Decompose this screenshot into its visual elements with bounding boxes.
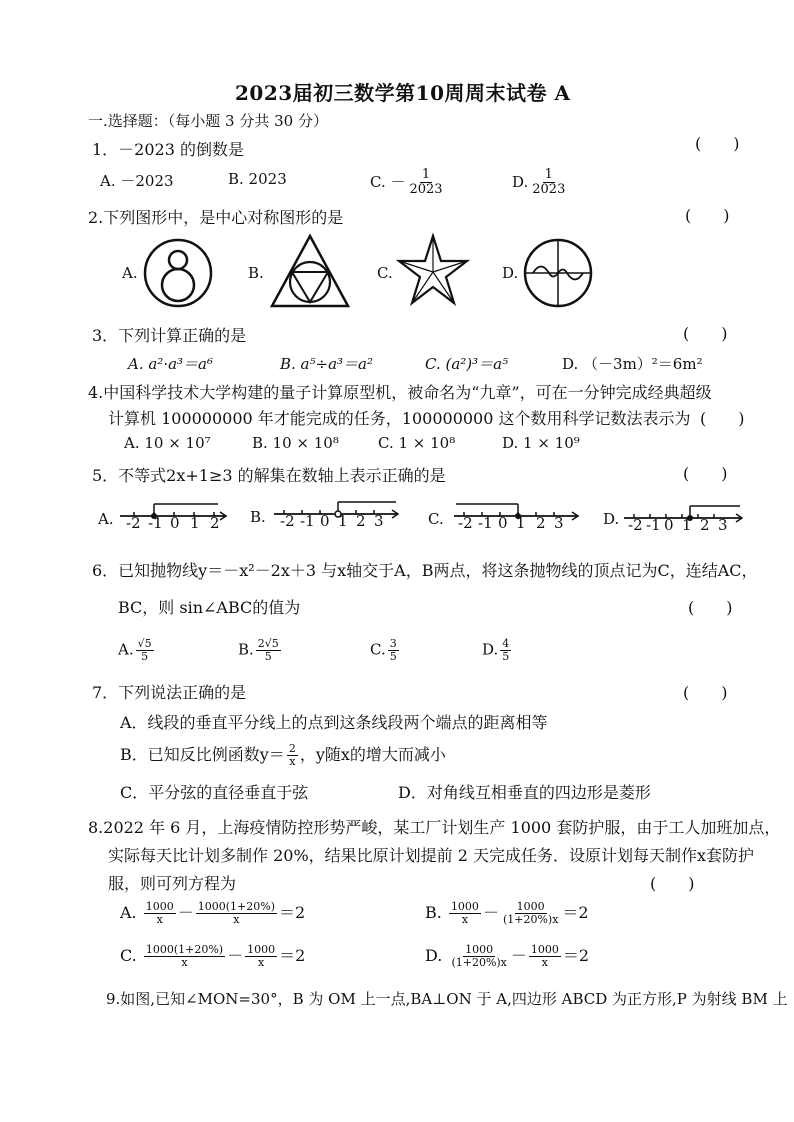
q6-c-den: 5 — [389, 650, 397, 664]
q3-option-b: B. a⁵÷a³＝a² — [280, 355, 373, 373]
q5-label-a: A. — [98, 510, 114, 528]
q8-b-frac2 — [501, 901, 560, 926]
q8-c-f1-num: 1000(1+20%) — [145, 942, 224, 956]
q8-b-f2-den: (1+20%)x — [502, 913, 559, 926]
q7-option-a: A．线段的垂直平分线上的点到这条线段两个端点的距离相等 — [120, 713, 548, 732]
q7-stem: 7．下列说法正确的是 — [92, 683, 247, 702]
q6-c-label: C. — [370, 640, 386, 659]
q8-c-f2-den: x — [258, 956, 265, 969]
q8-a-minus: － — [177, 903, 194, 922]
q1-option-a: A. －2023 — [100, 172, 174, 190]
q5-c-tick: 2 — [536, 514, 546, 532]
q1-d-den: 2023 — [532, 182, 566, 198]
q8-c-f2-num: 1000 — [247, 942, 276, 956]
q6-d-num: 4 — [502, 637, 510, 650]
q6-b-fraction — [256, 638, 281, 663]
q5-b-tick: 3 — [374, 512, 384, 530]
q5-d-tick: -2 — [628, 516, 643, 534]
q5-label-d: D. — [603, 510, 620, 528]
q6-a-label: A. — [118, 640, 134, 659]
q6-a-fraction — [136, 638, 154, 663]
q2-answer-paren: ( ) — [685, 206, 730, 225]
q8-option-a — [120, 900, 305, 926]
q2-label-a: A. — [122, 264, 138, 282]
q7-option-b — [120, 742, 446, 768]
q1-option-c-fraction — [407, 168, 444, 198]
q5-c-tick: 1 — [516, 514, 526, 532]
q8-d-minus: － — [510, 946, 527, 965]
q8-a-f2-den: x — [233, 913, 240, 926]
q8-option-b — [425, 900, 589, 926]
q8-c-eq: ＝2 — [279, 946, 306, 965]
q8-d-f1-den: (1+20%)x — [451, 956, 507, 969]
q8-option-c — [120, 943, 305, 969]
q5-b-tick: 1 — [338, 512, 348, 530]
q4-option-d: D. 1 × 10⁹ — [502, 434, 580, 452]
q8-answer-paren: ( ) — [650, 874, 695, 893]
q2-label-d: D. — [502, 264, 519, 282]
q8-c-frac1 — [144, 944, 225, 969]
q6-a-num: √5 — [137, 637, 152, 650]
q8-c-minus: － — [227, 946, 244, 965]
q5-b-tick: -2 — [280, 512, 295, 530]
q8-a-f1-den: x — [156, 913, 163, 926]
q4-option-b: B. 10 × 10⁸ — [252, 434, 339, 452]
q5-answer-paren: ( ) — [683, 464, 728, 483]
q2-figure-b — [270, 234, 350, 308]
q2-figure-c — [398, 234, 468, 306]
q8-a-f1-num: 1000 — [145, 899, 174, 913]
q7-b-fraction — [287, 743, 298, 768]
q6-c-num: 3 — [389, 637, 397, 650]
q6-b-den: 5 — [264, 650, 272, 664]
q5-stem: 5．不等式2x+1≥3 的解集在数轴上表示正确的是 — [92, 466, 446, 485]
q2-figure-d — [523, 238, 593, 308]
q8-a-eq: ＝2 — [279, 903, 306, 922]
q1-option-b: B. 2023 — [228, 170, 287, 188]
q6-line2: BC，则 sin∠ABC的值为 — [118, 598, 301, 617]
q8-b-f2-num: 1000 — [516, 899, 545, 913]
q3-option-a: A. a²·a³＝a⁶ — [128, 355, 214, 373]
q8-d-frac2 — [529, 944, 561, 969]
q8-b-label: B. — [425, 903, 442, 922]
q7-b-pre: B．已知反比例函数y＝ — [120, 745, 285, 764]
q2-label-c: C. — [377, 264, 393, 282]
q8-d-frac1 — [449, 944, 508, 969]
q1-option-d-label: D. — [512, 172, 529, 191]
q1-option-c-label: C. － — [370, 172, 406, 191]
q8-a-f2-num: 1000(1+20%) — [197, 899, 275, 913]
q1-c-den: 2023 — [409, 182, 443, 198]
q6-d-label: D. — [482, 640, 499, 659]
q6-b-label: B. — [238, 640, 254, 659]
q3-answer-paren: ( ) — [683, 324, 728, 343]
q4-option-a: A. 10 × 10⁷ — [124, 434, 211, 452]
q1-option-c — [370, 168, 447, 198]
q5-b-tick: 2 — [356, 512, 366, 530]
q5-c-tick: -1 — [478, 514, 493, 532]
section-heading: 一.选择题：（每小题 3 分共 30 分） — [88, 112, 328, 130]
q6-d-fraction — [500, 638, 511, 663]
q8-d-f2-den: x — [541, 956, 549, 969]
q7-option-c: C．平分弦的直径垂直于弦 — [120, 783, 309, 802]
q8-option-d — [425, 943, 589, 969]
q8-d-f1-num: 1000 — [465, 942, 494, 956]
q6-line1: 6．已知抛物线y＝－x²－2x＋3 与x轴交于A，B两点，将这条抛物线的顶点记为C，连结AC， — [92, 561, 758, 580]
q8-d-eq: ＝2 — [562, 946, 590, 965]
q2-stem: 2.下列图形中，是中心对称图形的是 — [88, 208, 344, 227]
q8-b-f1-den: x — [461, 913, 469, 926]
q1-option-d-fraction — [530, 168, 567, 198]
q8-a-frac2 — [196, 901, 277, 926]
q4-answer-paren: ( ) — [700, 409, 745, 428]
q8-a-frac1 — [144, 901, 176, 926]
q5-d-tick: 2 — [700, 516, 710, 534]
q6-option-a — [118, 638, 156, 663]
q5-a-tick: 0 — [170, 514, 180, 532]
q6-option-d — [482, 638, 513, 663]
q6-answer-paren: ( ) — [688, 598, 733, 617]
q5-d-tick: 3 — [718, 516, 728, 534]
q5-b-tick: 0 — [320, 512, 330, 530]
q1-d-num: 1 — [544, 167, 553, 182]
q5-c-tick: -2 — [458, 514, 473, 532]
q8-line1: 8.2022 年 6 月，上海疫情防控形势严峻，某工厂计划生产 1000 套防护服，由于工人加班加点， — [88, 818, 781, 837]
q8-b-eq: ＝2 — [562, 903, 589, 922]
q6-b-num: 2√5 — [257, 637, 279, 650]
q5-c-tick: 0 — [498, 514, 508, 532]
q6-a-den: 5 — [141, 650, 149, 664]
q3-option-c: C. (a²)³＝a⁵ — [425, 355, 509, 373]
q8-line3: 服，则可列方程为 — [108, 874, 237, 893]
q6-c-fraction — [388, 638, 399, 663]
q4-line2: 计算机 100000000 年才能完成的任务，100000000 这个数用科学记数法表示为 — [108, 409, 691, 428]
q9-line1: 9.如图,已知∠MON=30°，B 为 OM 上一点,BA⊥ON 于 A,四边形 ABCD 为正方形,P 为射线 BM 上 — [106, 990, 788, 1008]
q5-label-b: B. — [250, 508, 266, 526]
q8-c-frac2 — [245, 944, 277, 969]
q7-answer-paren: ( ) — [683, 683, 728, 702]
q6-option-c — [370, 638, 401, 663]
q6-option-b — [238, 638, 283, 663]
q5-label-c: C. — [428, 510, 444, 528]
q3-stem: 3．下列计算正确的是 — [92, 326, 247, 345]
q5-d-tick: -1 — [646, 516, 661, 534]
q5-a-tick: -2 — [126, 514, 141, 532]
q8-d-label: D. — [425, 946, 443, 965]
q5-b-tick: -1 — [300, 512, 315, 530]
q4-option-c: C. 1 × 10⁸ — [378, 434, 456, 452]
q8-line2: 实际每天比计划多制作 20%，结果比原计划提前 2 天完成任务．设原计划每天制作x套防护 — [108, 846, 755, 865]
q7-b-den: x — [289, 755, 296, 768]
q5-a-tick: 2 — [210, 514, 220, 532]
q5-d-tick: 1 — [682, 516, 692, 534]
q3-option-d: D. （－3m）²＝6m² — [562, 355, 703, 373]
page-title: 2023届初三数学第10周周末试卷 A — [235, 81, 571, 105]
q5-c-tick: 3 — [554, 514, 564, 532]
q8-c-label: C. — [120, 946, 137, 965]
q7-b-post: ，y随x的增大而减小 — [299, 745, 446, 764]
q8-b-minus: － — [482, 903, 499, 922]
q8-b-f1-num: 1000 — [450, 899, 479, 913]
q4-line1: 4.中国科学技术大学构建的量子计算原型机，被命名为“九章”，可在一分钟完成经典超级 — [88, 383, 712, 402]
q6-d-den: 5 — [502, 650, 510, 664]
q8-b-frac1 — [449, 901, 481, 926]
q5-a-tick: -1 — [148, 514, 163, 532]
q5-d-tick: 0 — [664, 516, 674, 534]
q1-c-num: 1 — [421, 167, 431, 182]
q8-c-f1-den: x — [181, 956, 188, 969]
q8-a-label: A. — [120, 903, 137, 922]
q8-d-f2-num: 1000 — [530, 942, 559, 956]
q2-figure-a — [143, 238, 213, 308]
q7-option-d: D．对角线互相垂直的四边形是菱形 — [398, 783, 651, 802]
q1-option-d — [512, 168, 569, 198]
q1-answer-paren: ( ) — [695, 134, 740, 153]
q1-stem: 1．－2023 的倒数是 — [92, 140, 244, 159]
q2-label-b: B. — [248, 264, 264, 282]
q5-a-tick: 1 — [190, 514, 200, 532]
q7-b-num: 2 — [288, 741, 296, 755]
